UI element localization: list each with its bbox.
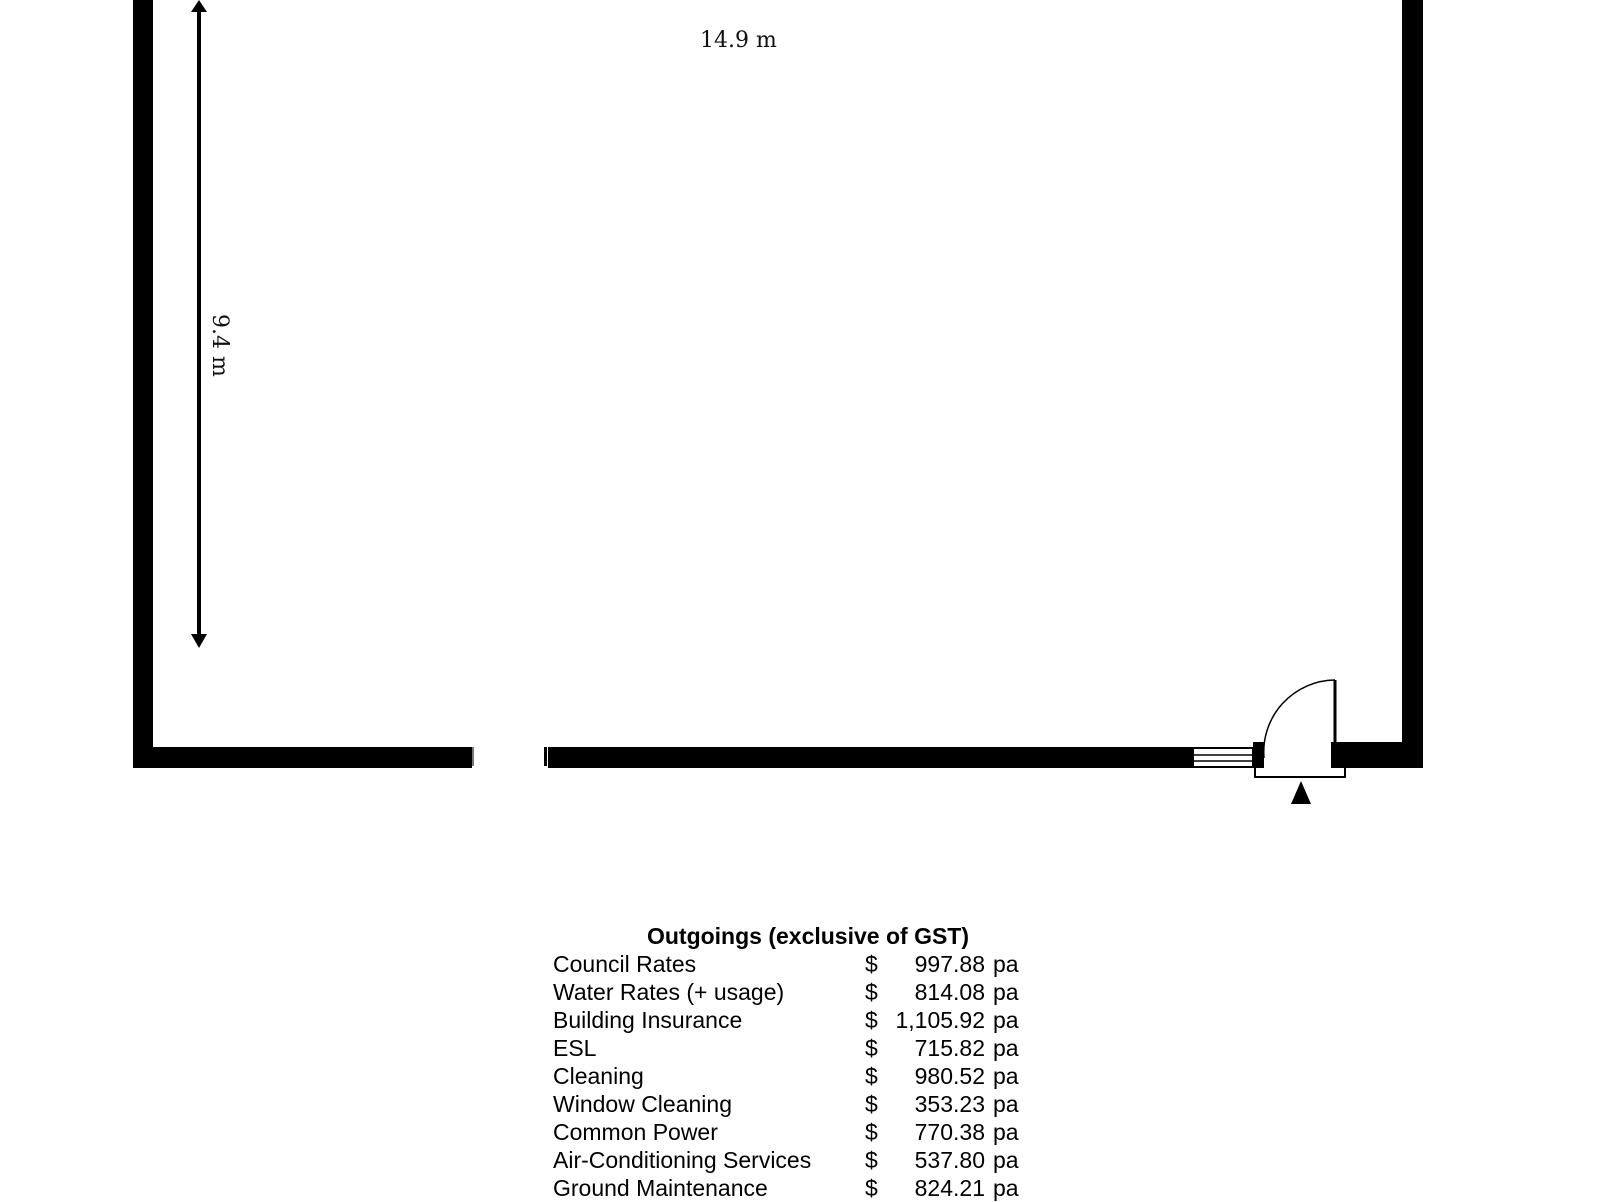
wall-right	[1402, 0, 1423, 768]
outgoings-row-label: ESL	[553, 1035, 597, 1061]
outgoings-row	[553, 950, 1033, 978]
outgoings-row-amount: 770.38	[914, 1119, 985, 1145]
outgoings-row-unit: pa	[993, 1119, 1019, 1145]
dimension-line-vertical	[191, 0, 207, 648]
outgoings-row	[553, 1174, 1033, 1202]
width-dimension-label: 14.9 m	[700, 28, 777, 53]
outgoings-row-label: Council Rates	[553, 951, 697, 977]
outgoings-row-unit: pa	[993, 1007, 1019, 1033]
outgoings-row	[553, 1062, 1033, 1090]
outgoings-row	[553, 978, 1033, 1006]
outgoings-row-label: Water Rates (+ usage)	[553, 979, 785, 1005]
outgoings-row-currency: $	[865, 1119, 878, 1145]
outgoings-row-amount: 537.80	[914, 1147, 985, 1173]
wall-bottom-left	[133, 747, 472, 768]
outgoings-row-amount: 824.21	[914, 1175, 985, 1201]
outgoings-row-amount: 997.88	[914, 951, 985, 977]
outgoings-title: Outgoings (exclusive of GST)	[646, 923, 970, 949]
outgoings-row-label: Window Cleaning	[553, 1091, 732, 1117]
wall-left	[133, 0, 153, 768]
outgoings-row	[553, 1090, 1033, 1118]
outgoings-row-unit: pa	[993, 1035, 1019, 1061]
outgoings-row-unit: pa	[993, 951, 1019, 977]
outgoings-row-label: Common Power	[553, 1119, 718, 1145]
height-dimension-label: 9.4 m	[207, 314, 232, 377]
outgoings-row-amount: 715.82	[914, 1035, 985, 1061]
outgoings-row-currency: $	[865, 1007, 878, 1033]
outgoings-row-currency: $	[865, 951, 878, 977]
outgoings-row	[553, 1146, 1033, 1174]
outgoings-row-currency: $	[865, 1091, 878, 1117]
outgoings-row-amount: 353.23	[914, 1091, 985, 1117]
outgoings-row-unit: pa	[993, 1147, 1019, 1173]
opening-stub-left	[472, 747, 474, 766]
outgoings-table	[553, 922, 1033, 1202]
outgoings-row-amount: 980.52	[914, 1063, 985, 1089]
outgoings-row-label: Cleaning	[553, 1063, 644, 1089]
outgoings-row-amount: 814.08	[914, 979, 985, 1005]
wall-bottom-right	[1341, 742, 1423, 768]
outgoings-row-currency: $	[865, 1063, 878, 1089]
outgoings-rows	[553, 950, 1033, 1202]
outgoings-row-currency: $	[865, 1147, 878, 1173]
outgoings-row	[553, 1034, 1033, 1062]
outgoings-row-unit: pa	[993, 1175, 1019, 1201]
opening-stub-right	[544, 747, 547, 766]
outgoings-row-unit: pa	[993, 1063, 1019, 1089]
outgoings-row	[553, 1118, 1033, 1146]
entry-arrow-icon	[1291, 781, 1311, 804]
outgoings-row-unit: pa	[993, 979, 1019, 1005]
window	[1193, 748, 1253, 767]
outgoings-row-label: Ground Maintenance	[553, 1175, 768, 1201]
outgoings-row	[553, 1006, 1033, 1034]
outgoings-row-label: Air-Conditioning Services	[553, 1147, 812, 1173]
outgoings-row-currency: $	[865, 1175, 878, 1201]
outgoings-row-unit: pa	[993, 1091, 1019, 1117]
outgoings-row-currency: $	[865, 979, 878, 1005]
outgoings-row-currency: $	[865, 1035, 878, 1061]
outgoings-row-label: Building Insurance	[553, 1007, 743, 1033]
outgoings-row-amount: 1,105.92	[895, 1007, 985, 1033]
wall-bottom-middle	[548, 747, 1193, 768]
entry-door	[1253, 680, 1345, 777]
